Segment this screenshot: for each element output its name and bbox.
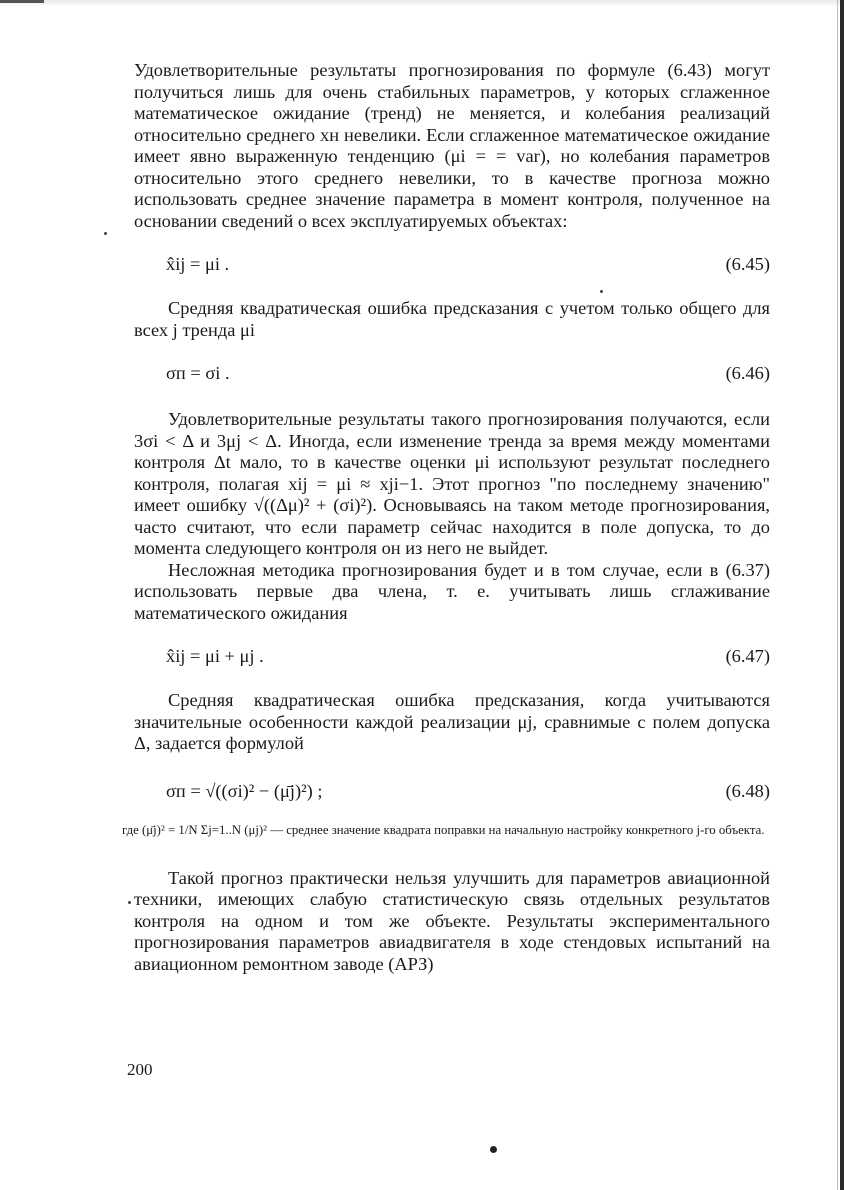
- equation-6-46: [134, 363, 770, 387]
- equation-6-45: [134, 254, 770, 278]
- paragraph-6: Такой прогноз практически нельзя улучшить для параметров авиационной техники, имеющих слабую статистическую связь отдельных результатов контроля на одном и том же объекте. Результаты экспериментального прогнозирования параметров авиадвигателя в ходе стендовых испытаний на авиационном ремонтном заводе (АРЗ): [134, 867, 770, 974]
- equation-6-48: [134, 781, 770, 805]
- page-right-edge: [840, 0, 844, 1190]
- scan-speck: [600, 290, 603, 293]
- paragraph-1: Удовлетворительные результаты прогнозирования по формуле (6.43) могут получиться лишь для очень стабильных параметров, у которых сглаженное математическое ожидание (тренд) не меняется, и колебания реализаций относительно среднего xн невелики. Если сглаженное математическое ожидание имеет явно выраженную тенденцию (μi = = var), но колебания параметров относительно этого среднего невелики, то в качестве прогноза можно использовать среднее значение параметра в момент контроля, полученное на основании сведений о всех эксплуатируемых объектах:: [134, 60, 770, 231]
- equation-6-47-formula: x̂ij = μi + μj .: [166, 646, 264, 666]
- equation-6-48-formula: σп = √((σi)² − (μ̄j)²) ;: [166, 780, 323, 801]
- page-number: 200: [127, 1060, 153, 1079]
- paragraph-4: Несложная методика прогнозирования будет и в том случае, если в (6.37) использовать первые два члена, т. е. учитывать лишь сглаживание математического ожидания: [134, 559, 770, 623]
- scan-bullet-mark: [490, 1146, 497, 1153]
- equation-6-45-number: (6.45): [725, 254, 770, 274]
- equation-6-45-formula: x̂ij = μi .: [166, 254, 230, 274]
- paragraph-5: Средняя квадратическая ошибка предсказания, когда учитываются значительные особенности каждой реализации μj, сравнимые с полем допуска Δ, задается формулой: [134, 690, 770, 753]
- scan-speck: [104, 232, 107, 235]
- page-body: [122, 60, 770, 975]
- footnote: где (μ̄j)² = 1/N Σj=1..N (μj)² — среднее значение квадрата поправки на начальную настройку конкретного j-го объекта.: [122, 822, 765, 837]
- paragraph-2: Средняя квадратическая ошибка предсказания с учетом только общего для всех j тренда μi: [134, 298, 770, 340]
- scan-top-shadow: [0, 0, 844, 7]
- equation-6-48-number: (6.48): [725, 780, 770, 801]
- equation-6-47: [134, 646, 770, 670]
- paragraph-3: Удовлетворительные результаты такого прогнозирования получаются, если 3σi < Δ и 3μj < Δ. Иногда, если изменение тренда за время между моментами контроля Δt мало, то в качестве оценки μi используют результат последнего контроля, полагая xij = μi ≈ xji−1. Этот прогноз "по последнему значению" имеет ошибку √((Δμ)² + (σi)²). Основываясь на таком методе прогнозирования, часто считают, что если параметр сейчас находится в поле допуска, то до момента следующего контроля он из него не выйдет.: [134, 409, 770, 558]
- scan-speck: [128, 901, 131, 904]
- spacer: [134, 842, 770, 868]
- equation-6-46-number: (6.46): [725, 363, 770, 383]
- equation-6-47-number: (6.47): [725, 646, 770, 666]
- equation-6-46-formula: σп = σi .: [166, 363, 230, 383]
- page-right-edge-line: [837, 0, 838, 1190]
- scan-top-mark: [0, 0, 44, 3]
